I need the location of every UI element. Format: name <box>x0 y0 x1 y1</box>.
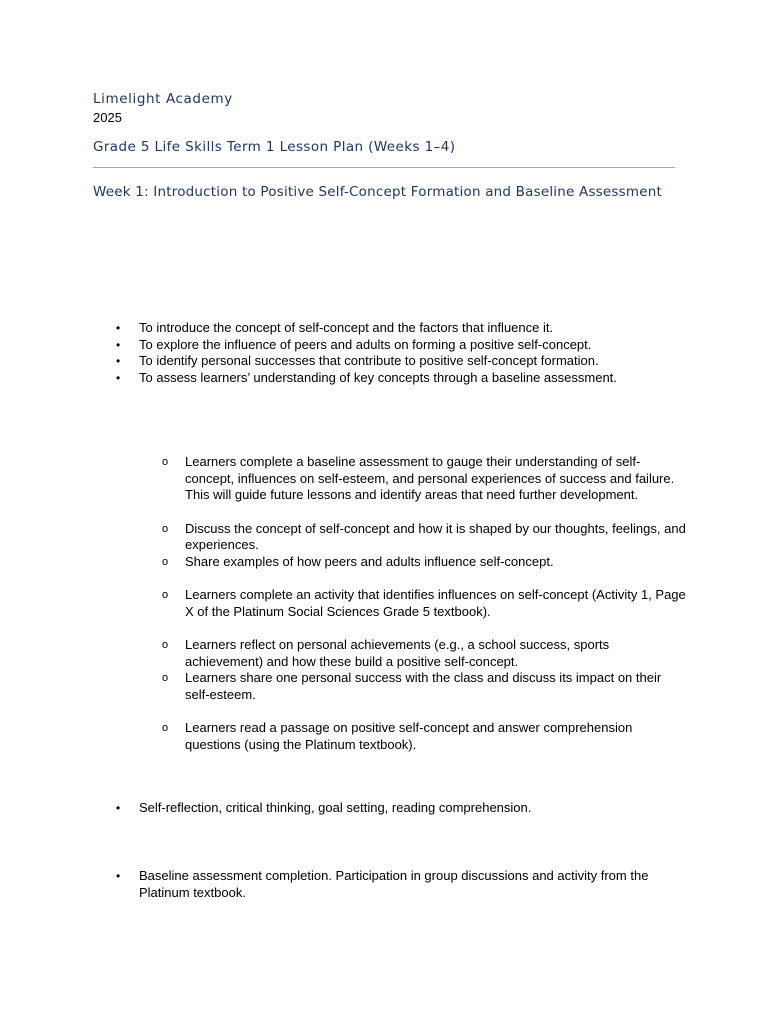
bullet-marker: • <box>116 337 121 352</box>
list-item: o Learners read a passage on positive self-concept and answer comprehension questions (using the Platinum textbook). <box>162 720 633 752</box>
organization-name: Limelight Academy <box>93 91 233 107</box>
objectives-list <box>116 320 696 386</box>
list-item: • Baseline assessment completion. Participation in group discussions and activity from the Platinum textbook. <box>116 868 649 900</box>
document-title: Grade 5 Life Skills Term 1 Lesson Plan (Weeks 1–4) <box>93 139 456 155</box>
sub-bullet-marker: o <box>162 589 169 601</box>
header-divider <box>93 167 675 168</box>
list-item: o Share examples of how peers and adults influence self-concept. <box>162 553 554 569</box>
bullet-marker: • <box>116 321 121 335</box>
sub-bullet-marker: o <box>162 722 169 734</box>
bullet-marker: • <box>116 869 121 883</box>
bullet-marker: • <box>116 370 121 385</box>
list-item: • To identify personal successes that contribute to positive self-concept formation. <box>116 353 599 368</box>
sub-bullet-marker: o <box>162 456 169 468</box>
sub-bullet-marker: o <box>162 555 169 568</box>
sub-bullet-marker: o <box>162 639 169 651</box>
skills-list <box>116 800 696 817</box>
week-heading: Week 1: Introduction to Positive Self-Concept Formation and Baseline Assessment <box>93 184 662 200</box>
list-item: o Learners complete a baseline assessment to gauge their understanding of self-concept, influences on self-esteem, and personal experiences of success and failure. This will guide future lessons and identify areas that need further development. <box>162 454 675 502</box>
list-item: • To explore the influence of peers and adults on forming a positive self-concept. <box>116 336 592 352</box>
activities-list <box>162 454 687 753</box>
assessment-list <box>116 868 696 901</box>
list-item: o Learners share one personal success with the class and discuss its impact on their self-esteem. <box>162 670 662 702</box>
list-item: o Discuss the concept of self-concept and how it is shaped by our thoughts, feelings, and experiences. <box>162 520 686 552</box>
list-item: • To introduce the concept of self-concept and the factors that influence it. <box>116 320 554 335</box>
document-header <box>93 90 693 156</box>
list-item: • Self-reflection, critical thinking, goal setting, reading comprehension. <box>116 800 532 815</box>
bullet-marker: • <box>116 354 121 368</box>
sub-bullet-marker: o <box>162 522 169 535</box>
document-year: 2025 <box>93 110 122 125</box>
bullet-marker: • <box>116 801 121 815</box>
list-item: o Learners reflect on personal achievements (e.g., a school success, sports achievement) and how these build a positive self-concept. <box>162 637 610 669</box>
sub-bullet-marker: o <box>162 672 169 684</box>
list-item: • To assess learners’ understanding of key concepts through a baseline assessment. <box>116 369 617 385</box>
list-item: o Learners complete an activity that identifies influences on self-concept (Activity 1, Page X of the Platinum Social Sciences Grade 5 textbook). <box>162 587 686 619</box>
